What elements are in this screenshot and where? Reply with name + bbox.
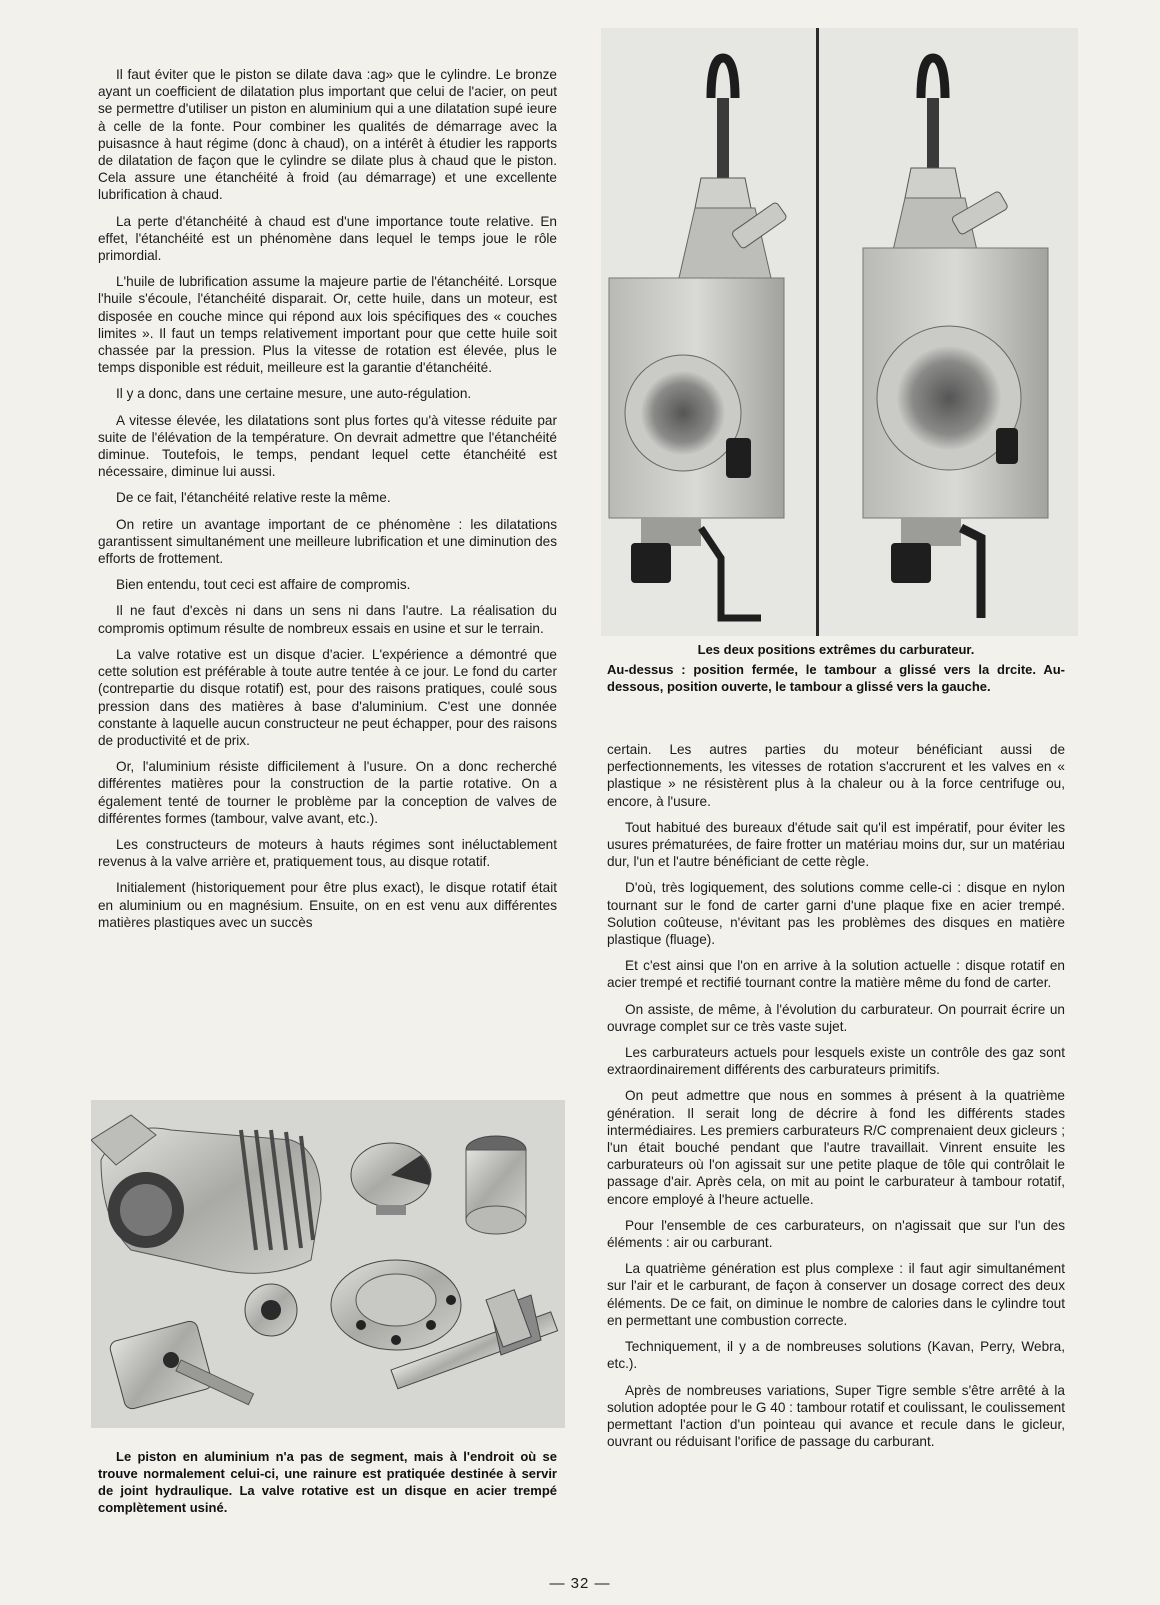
paragraph: D'où, très logiquement, des solutions comme celle-ci : disque en nylon tournant sur le fond de carter garni d'une plaque fixe en acier trempé. Solution coûteuse, n'évitant pas les problèmes des disques en matière plastique (fluage). xyxy=(607,880,1065,948)
parts-caption: Le piston en aluminium n'a pas de segment, mais à l'endroit où se trouve normalement celui-ci, une rainure est pratiquée destinée à servir de joint hydraulique. La valve rotative est un disque en acier trempé complètement usiné. xyxy=(98,1449,557,1515)
paragraph: Pour l'ensemble de ces carburateurs, on n'agissait que sur l'un des éléments : air ou carburant. xyxy=(607,1217,1065,1251)
paragraph: Tout habitué des bureaux d'étude sait qu'il est impératif, pour éviter les usures prématurées, de faire frotter un matériau moins dur, sur un matériau dur, l'un et l'autre bénéficiant de cette règle. xyxy=(607,819,1065,870)
carburetor-photo xyxy=(601,28,1078,636)
carburetor-caption xyxy=(607,641,1065,695)
caption-text: Au-dessus : position fermée, le tambour a glissé vers la drcite. Au-dessous, position ouverte, le tambour a glissé vers la gauche. xyxy=(607,662,1065,694)
left-text-column xyxy=(98,66,557,940)
paragraph: Bien entendu, tout ceci est affaire de compromis. xyxy=(116,577,411,593)
paragraph: La valve rotative est un disque d'acier. L'expérience a démontré que cette solution est préférable à toute autre tentée à ce jour. Le fond du carter (contrepartie du disque rotatif) est, pour des raisons pratiques, coulé sous pression dans des matières à base d'aluminium. C'est une donnée constante à laquelle aucun constructeur ne peut échapper, pour des raisons de productivité et de prix. xyxy=(98,646,557,748)
paragraph: Il ne faut d'excès ni dans un sens ni dans l'autre. La réalisation du compromis optimum résulte de nombreux essais en usine et sur le terrain. xyxy=(98,603,557,636)
engine-parts-photo xyxy=(91,1100,565,1428)
paragraph: Il y a donc, dans une certaine mesure, une auto-régulation. xyxy=(116,386,472,402)
paragraph: On assiste, de même, à l'évolution du carburateur. On pourrait écrire un ouvrage complet sur ce très vaste sujet. xyxy=(607,1001,1065,1034)
paragraph: certain. Les autres parties du moteur bénéficiant aussi de perfectionnements, les vitesses de rotation s'accrurent et les valves en « plastique » ne résistèrent plus à la chaleur ou à la force centrifuge ou, encore, à l'usure. xyxy=(607,742,1065,809)
paragraph: La perte d'étanchéité à chaud est d'une importance toute relative. En effet, l'étanchéité est un phénomène dans lequel le temps joue le rôle primordial. xyxy=(98,213,557,264)
page-number: — 32 — xyxy=(549,1575,611,1592)
paragraph: Techniquement, il y a de nombreuses solutions (Kavan, Perry, Webra, etc.). xyxy=(607,1339,1065,1372)
paragraph: Et c'est ainsi que l'on en arrive à la solution actuelle : disque rotatif en acier trempé et rectifié tournant contre la matière même du fond de carter. xyxy=(607,958,1065,991)
paragraph: La quatrième génération est plus complexe : il faut agir simultanément sur l'air et le carburant, de façon à conserver un dosage correct des deux éléments. De ce fait, on diminue le nombre de calories dans le cylindre tout en permettant une combustion correcte. xyxy=(607,1261,1065,1328)
paragraph: Les carburateurs actuels pour lesquels existe un contrôle des gaz sont extraordinairement différents des carburateurs primitifs. xyxy=(607,1045,1065,1078)
right-text-column xyxy=(607,741,1065,1459)
caption-title: Les deux positions extrêmes du carburateur. xyxy=(697,642,975,657)
paragraph: Les constructeurs de moteurs à hauts régimes sont inéluctablement revenus à la valve arrière et, pratiquement tous, au disque rotatif. xyxy=(98,836,557,870)
paragraph: De ce fait, l'étanchéité relative reste la même. xyxy=(116,490,391,506)
paragraph: Il faut éviter que le piston se dilate dava :ag» que le cylindre. Le bronze ayant un coefficient de dilatation plus important que celui de l'acier, on peut se permettre d'utiliser un piston en aluminium qui a une dilatation supé ieure à celle de la fonte. Pour combiner les qualités de démarrage avec la puisasnce à haut régime (donc à chaud), on a intérêt à étudier les rapports de dilatation de façon que le cylindre se dilate plus à chaud que le piston. Cela assure une étanchéité à froid (au démarrage) et une excellente lubrification à chaud. xyxy=(98,67,557,203)
paragraph: L'huile de lubrification assume la majeure partie de l'étanchéité. Lorsque l'huile s'écoule, l'étanchéité disparait. Or, cette huile, dans un moteur, est disposée en couche mince qui répond aux lois spécifiques des « couches limites ». Il faut un temps relativement important pour que cette huile soit chassée par la pression. Plus la vitesse de rotation est élevée, plus le temps disponible est réduit, meilleure est la garantie d'étanchéité. xyxy=(98,274,557,376)
paragraph: Après de nombreuses variations, Super Tigre semble s'être arrêté à la solution adoptée pour le G 40 : tambour rotatif et coulissant, le coulissement permettant l'action d'un pointeau qui avance et recule dans le gicleur, ouvrant ou réduisant l'orifice de passage du carburant. xyxy=(607,1382,1065,1450)
paragraph: Or, l'aluminium résiste difficilement à l'usure. On a donc recherché différentes matières pour la construction de la partie rotative. On a également tenté de tourner le problème par la conception de valves de différentes formes (tambour, valve avant, etc.). xyxy=(98,759,557,826)
paragraph: On peut admettre que nous en sommes à présent à la quatrième génération. Il serait long de décrire à fond les différents stades intermédiaires. Les premiers carburateurs R/C comprenaient deux gicleurs ; l'un était bouché pendant que l'autre travaillait. Vinrent ensuite les carburateurs où l'on agissait sur une petite plaque de tôle qui contrôlait le passage d'air. Après cela, on mit au point le carburateur à tambour rotatif, encore employé à l'heure actuelle. xyxy=(607,1088,1065,1207)
paragraph: On retire un avantage important de ce phénomène : les dilatations garantissent simultanément une meilleure lubrification et une diminution des efforts de frottement. xyxy=(98,516,557,567)
paragraph: Initialement (historiquement pour être plus exact), le disque rotatif était en aluminium ou en magnésium. Ensuite, on en est venu aux différentes matières plastiques avec un succès xyxy=(98,880,557,930)
paragraph: A vitesse élevée, les dilatations sont plus fortes qu'à vitesse réduite par suite de l'élévation de la température. On devrait admettre que l'étanchéité diminue. Toutefois, le temps, pendant lequel cette étanchéité est nécessaire, diminue lui aussi. xyxy=(98,412,557,480)
